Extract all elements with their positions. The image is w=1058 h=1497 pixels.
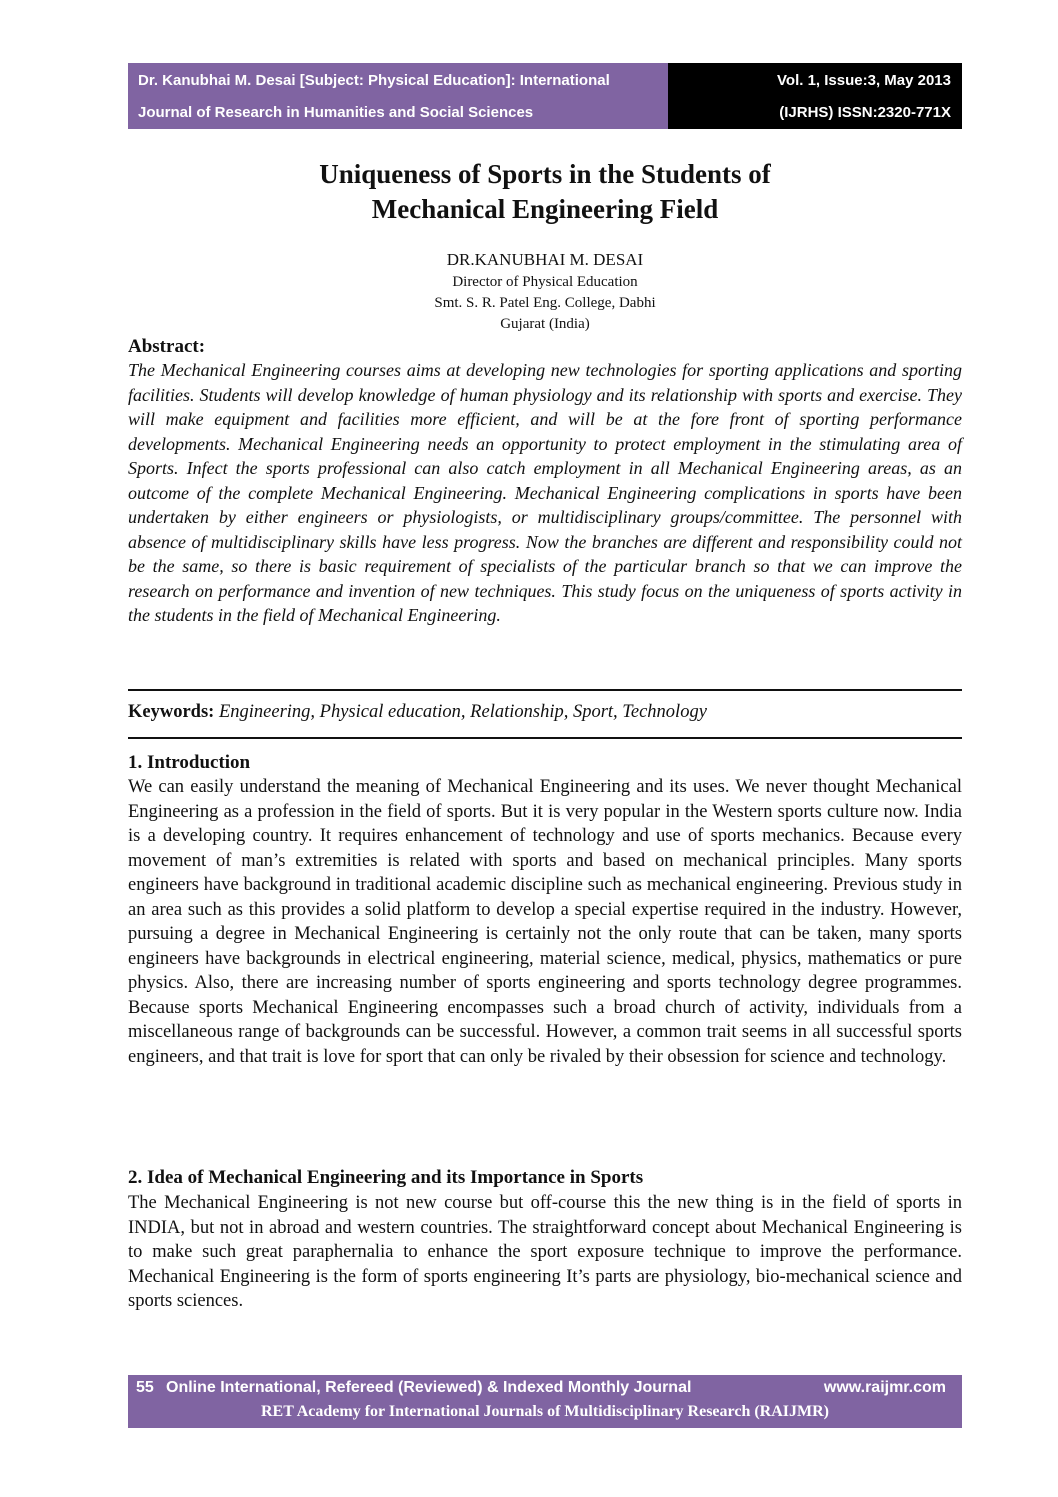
section-text: The Mechanical Engineering is not new course but off-course this the new thing is in the field of sports in INDIA, but not in abroad and western countries. The straightforward concept about Mechanical Engineering is to make such great paraphernalia to enhance the sport exposure technique to improve the performance. Mechanical Engineering is the form of sports engineering It’s parts are physiology, bio-mechanical science and sports sciences.: [128, 1193, 962, 1311]
paper-title-line1: Uniqueness of Sports in the Students of: [319, 159, 771, 189]
keywords: [128, 702, 962, 723]
divider-top: [128, 689, 962, 691]
running-header: [128, 63, 962, 129]
header-volume-issue: Vol. 1, Issue:3, May 2013: [777, 72, 951, 89]
header-journal-band: [128, 63, 668, 129]
section-text: We can easily understand the meaning of Mechanical Engineering and its uses. We never thought Mechanical Engineering as a profession in the field of sports. But it is very popular in the Western sports culture now. India is a developing country. It requires enhancement of technology and use of sports mechanics. Because every movement of man’s extremities is related with sports and based on mechanical principles. Many sports engineers have background in traditional academic discipline such as mechanical engineering. Previous study in an area such as this provides a solid platform to develop a special expertise required in the industry. However, pursuing a degree in Mechanical Engineering is certainly not the only route that can be taken, many sports engineers have backgrounds in electrical engineering, material science, medical, physics, mathematics or pure physics. Also, there are increasing number of sports engineering and sports technology degree programmes. Because sports Mechanical Engineering encompasses such a broad church of activity, individuals from a miscellaneous range of backgrounds can be successful. However, a common trait seems in all successful sports engineers, and that trait is love for sport that can only be rivaled by their obsession for science and technology.: [128, 777, 962, 1067]
affiliation-location: Gujarat (India): [500, 316, 590, 332]
affiliation-title: Director of Physical Education: [452, 274, 638, 290]
keywords-value: Engineering, Physical education, Relationship, Sport, Technology: [218, 702, 707, 722]
divider-bottom: [128, 737, 962, 739]
page-footer: [128, 1375, 962, 1428]
footer-website-link[interactable]: www.raijmr.com: [823, 1379, 946, 1396]
header-author-subject: Dr. Kanubhai M. Desai [Subject: Physical Education]: International: [138, 72, 610, 89]
section-heading: 2. Idea of Mechanical Engineering and its Importance in Sports: [128, 1167, 644, 1188]
author-name: DR.KANUBHAI M. DESAI: [446, 250, 644, 269]
keywords-label: Keywords:: [128, 702, 215, 722]
header-issue-band: [668, 63, 962, 129]
footer-journal-type: Online International, Refereed (Reviewed) & Indexed Monthly Journal: [166, 1379, 692, 1396]
paper-title-line2: Mechanical Engineering Field: [371, 194, 719, 224]
abstract-text: The Mechanical Engineering courses aims at developing new technologies for sporting applications and sporting facilities. Students will develop knowledge of human physiology and its relationship with sports and exercise. They will make equipment and facilities more efficient, and will be at the fore front of sporting performance developments. Mechanical Engineering needs an opportunity to protect employment in the stimulating area of Sports. Infect the sports professional can also catch employment in all Mechanical Engineering areas, as an outcome of the complete Mechanical Engineering. Mechanical Engineering complications in sports have been undertaken by either engineers or physiologists, or multidisciplinary groups/committee. The personnel with absence of multidisciplinary skills have less progress. Now the branches are different and responsibility could not be the same, so there is basic requirement of specialists of the particular branch so that we can improve the research on performance and invention of new techniques. This study focus on the uniqueness of sports activity in the students in the field of Mechanical Engineering.: [128, 360, 962, 625]
section-heading: 1. Introduction: [128, 752, 251, 773]
paper-title: [128, 157, 962, 227]
affiliation-college: Smt. S. R. Patel Eng. College, Dabhi: [434, 295, 656, 311]
abstract-heading: Abstract:: [128, 336, 206, 357]
footer-publisher: RET Academy for International Journals of Multidisciplinary Research (RAIJMR): [261, 1403, 829, 1420]
header-journal-name: Journal of Research in Humanities and Social Sciences: [138, 104, 534, 121]
page-number: 55: [136, 1379, 154, 1396]
header-issn: (IJRHS) ISSN:2320-771X: [779, 104, 951, 121]
